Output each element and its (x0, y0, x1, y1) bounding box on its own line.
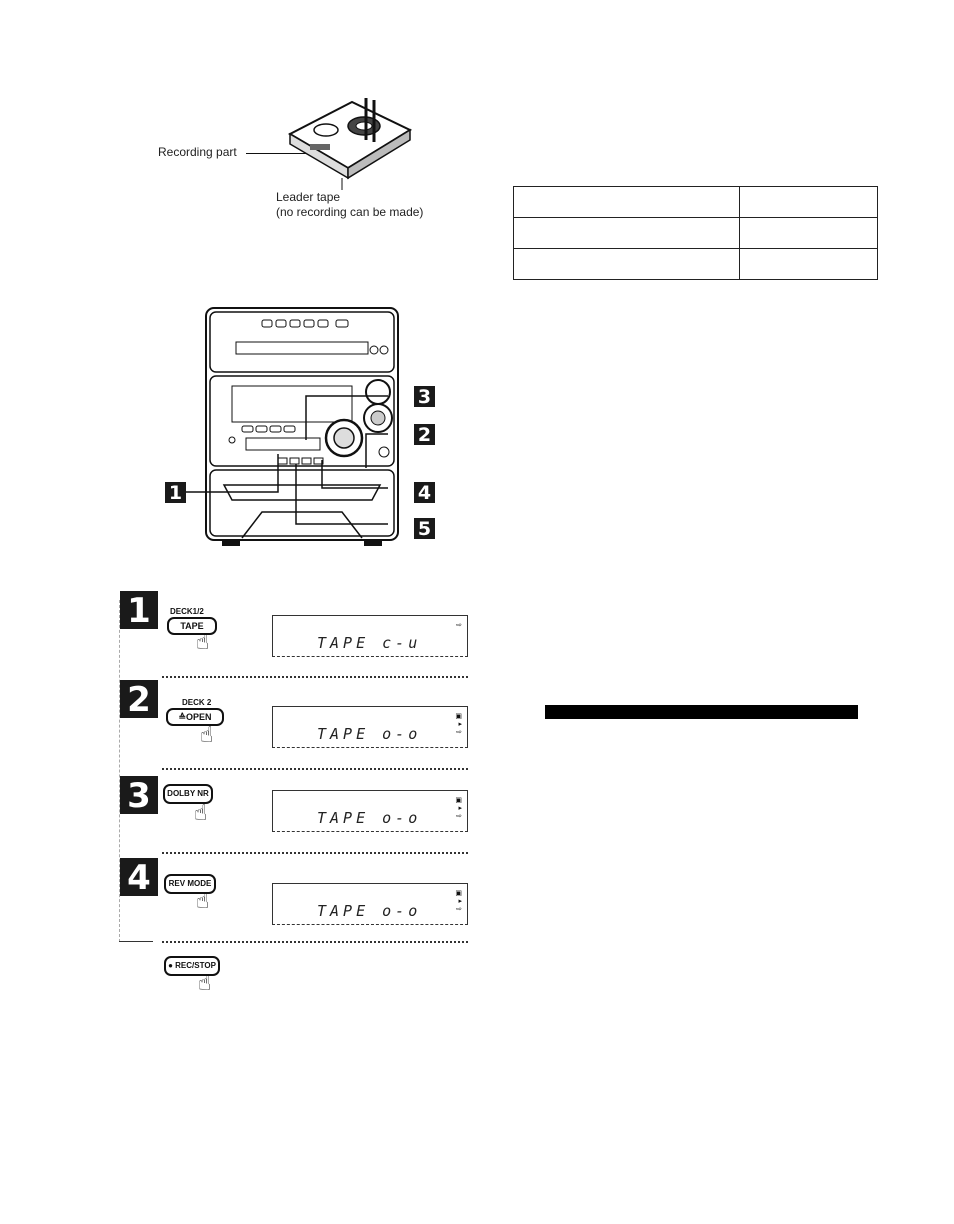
table-row (514, 187, 878, 218)
unit-callout-4: 4 (414, 482, 435, 503)
table-cell (514, 187, 740, 218)
table-cell (740, 249, 878, 280)
step-number-badge: 3 (120, 776, 158, 814)
cassette-illustration (282, 96, 414, 192)
pressing-hand-icon: ☝ (196, 629, 210, 654)
unit-callout-1: 1 (165, 482, 186, 503)
leader-tape-label: Leader tape (276, 190, 341, 204)
display-text: TAPE o-o (317, 725, 422, 743)
step-number-badge: 2 (120, 680, 158, 718)
dolby-nr-button[interactable]: DOLBY NR (163, 784, 213, 804)
rec-stop-button[interactable]: ● REC/STOP (164, 956, 220, 976)
pressing-hand-icon: ☝ (198, 970, 212, 995)
step-divider (162, 852, 468, 854)
recording-part-leader-line (246, 153, 306, 154)
recording-part-label: Recording part (158, 145, 237, 159)
display-indicator-icon: ▣ ▸ ⇨ (455, 890, 462, 913)
table-cell (740, 218, 878, 249)
step-number-badge: 4 (120, 858, 158, 896)
display-indicator-icon: ⇨ (456, 622, 462, 629)
button-caption: DECK1/2 (170, 607, 204, 616)
display-indicator-icon: ▣ ▸ ⇨ (455, 797, 462, 820)
lcd-display (272, 790, 468, 832)
leader-tape-note: (no recording can be made) (276, 205, 424, 219)
open-button[interactable]: ≙OPEN (166, 708, 224, 726)
unit-callout-5: 5 (414, 518, 435, 539)
steps-side-rule-end (119, 941, 153, 942)
display-text: TAPE o-o (317, 809, 422, 827)
tape-button[interactable]: TAPE (167, 617, 217, 635)
pressing-hand-icon: ☝ (194, 800, 208, 825)
display-text: TAPE c-u (317, 634, 422, 652)
display-text: TAPE o-o (317, 902, 422, 920)
section-heading-bar (545, 705, 858, 719)
callout-lines (170, 380, 420, 540)
step-divider (162, 768, 468, 770)
step-number-badge: 1 (120, 591, 158, 629)
button-caption: DECK 2 (182, 698, 212, 707)
table-cell (740, 187, 878, 218)
display-indicator-icon: ▣ ▸ ⇨ (455, 713, 462, 736)
rev-mode-button[interactable]: REV MODE (164, 874, 216, 894)
spec-table (513, 186, 878, 280)
table-cell (514, 218, 740, 249)
unit-callout-2: 2 (414, 424, 435, 445)
step-divider (162, 941, 468, 943)
pressing-hand-icon: ☝ (196, 888, 210, 913)
step-divider (162, 676, 468, 678)
unit-callout-3: 3 (414, 386, 435, 407)
table-row (514, 218, 878, 249)
lcd-display (272, 706, 468, 748)
pressing-hand-icon: ☝ (200, 722, 214, 747)
lcd-display (272, 615, 468, 657)
table-row (514, 249, 878, 280)
lcd-display (272, 883, 468, 925)
table-cell (514, 249, 740, 280)
